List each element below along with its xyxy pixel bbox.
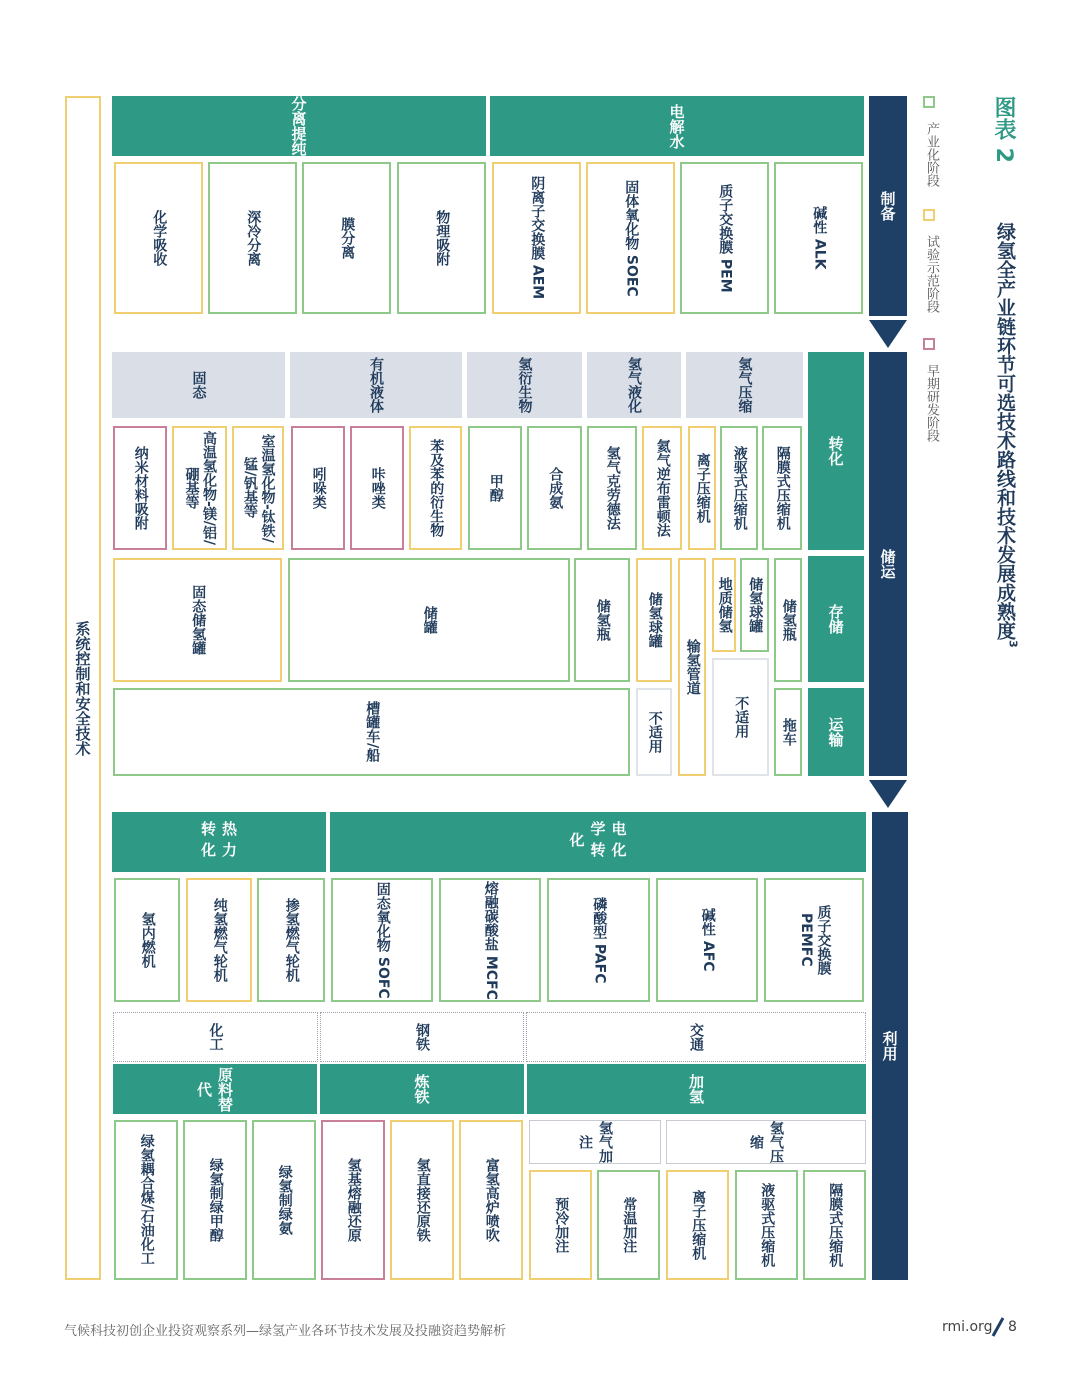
store-pipeline: 输氢管道 (678, 558, 706, 776)
sector-transport: 交通 (526, 1012, 866, 1062)
tech-physical-adsorption: 物理吸附 (397, 162, 486, 314)
legend-swatch-pilot (923, 209, 935, 221)
store-geological: 地质储氢 (712, 558, 736, 652)
legend-swatch-industrial (923, 96, 935, 108)
tech-cryogenic-separation: 深冷分离 (208, 162, 297, 314)
title-superscript: 3 (1006, 640, 1020, 648)
store-bottle-2: 储氢瓶 (574, 558, 630, 682)
tech-methanol: 甲醇 (468, 426, 522, 550)
tech-aem: 阴离子交换膜 AEM (492, 162, 581, 314)
sector-steel: 钢铁 (320, 1012, 524, 1062)
tech-pemfc: 质子交换膜 PEMFC (764, 878, 864, 1002)
page-number: 8 (1008, 1319, 1017, 1335)
tech-refuel-ionic: 离子压缩机 (666, 1170, 729, 1280)
tech-h2-smelting-reduction: 氢基熔融还原 (321, 1120, 385, 1280)
tech-diaphragm-compressor: 隔膜式压缩机 (762, 426, 802, 550)
feedstock-header: 原料替代 (113, 1064, 317, 1114)
legend-swatch-early (923, 338, 935, 350)
tech-h2-ice: 氢内燃机 (114, 878, 180, 1002)
tech-hydraulic-compressor: 液驱式压缩机 (720, 426, 758, 550)
thermal-header: 热力转化 (112, 812, 326, 872)
tech-pem: 质子交换膜 PEM (680, 162, 769, 314)
tech-chemical-absorption: 化学吸收 (114, 162, 203, 314)
refuel-form-liquid: 氢气加注 (529, 1120, 661, 1164)
form-liquefy: 氢气液化 (587, 352, 681, 418)
form-organic: 有机液体 (290, 352, 462, 418)
legend-label-pilot: 试验示范阶段 (924, 235, 939, 313)
tech-green-ammonia: 绿氢制绿氨 (252, 1120, 316, 1280)
store-solid-tank: 固态储氢罐 (113, 558, 282, 682)
tech-h2-blast-furnace: 富氢高炉喷吹 (459, 1120, 523, 1280)
tech-blended-gas-turbine: 掺氢燃气轮机 (257, 878, 325, 1002)
tech-alk: 碱性 ALK (774, 162, 863, 314)
arrow-down-icon (869, 780, 907, 810)
form-derivative: 氢衍生物 (467, 352, 582, 418)
tech-room-temp-hydride: 室温氢化物-钛铁/锰/钒基等 (232, 426, 284, 550)
tech-pafc: 磷酸型 PAFC (547, 878, 650, 1002)
form-compress: 氢气压缩 (686, 352, 803, 418)
tech-refuel-diaphragm: 隔膜式压缩机 (803, 1170, 866, 1280)
stage-production: 制备 (869, 96, 907, 316)
ironmaking-header: 炼铁 (320, 1064, 524, 1114)
footer-site: rmi.org (942, 1319, 993, 1335)
stage-storage-transport: 储运 (869, 352, 907, 776)
tech-carbazoles: 咔唑类 (350, 426, 404, 550)
transport-trailer: 拖车 (774, 688, 802, 776)
tech-ambient-fill: 常温加注 (597, 1170, 660, 1280)
tech-coal-petrochem-coupling: 绿氢耦合煤/石油化工 (114, 1120, 178, 1280)
footer-text: 气候科技初创企业投资观察系列—绿氢产业各环节技术发展及投融资趋势解析 (64, 1324, 507, 1339)
tech-green-methanol: 绿氢制绿甲醇 (183, 1120, 247, 1280)
tech-indoles: 吲哚类 (291, 426, 345, 550)
legend-label-industrial: 产业化阶段 (924, 122, 939, 187)
tech-sofc: 固态氧化物 SOFC (331, 878, 433, 1002)
tech-high-temp-hydride: 高温氢化物-镁/铝/硼基等 (172, 426, 227, 550)
tech-afc: 碱性 AFC (656, 878, 758, 1002)
separation-header: 分离提纯 (112, 96, 486, 156)
refuel-form-compress: 氢气压缩 (666, 1120, 866, 1164)
store-bottle: 储氢瓶 (774, 558, 802, 682)
store-sphere-2: 储氢球罐 (636, 558, 672, 682)
system-control-safety: 系统控制和安全技术 (65, 96, 101, 1280)
tech-ionic-compressor: 离子压缩机 (688, 426, 716, 550)
refuel-header: 加氢 (527, 1064, 866, 1114)
tech-benzene-derivatives: 苯及苯的衍生物 (409, 426, 462, 550)
tech-nano-adsorption: 纳米材料吸附 (113, 426, 167, 550)
tech-pure-h2-gas-turbine: 纯氢燃气轮机 (186, 878, 252, 1002)
figure-label: 图表 2 (991, 96, 1016, 163)
slash-icon (990, 1316, 1006, 1338)
transport-header: 运输 (808, 688, 864, 776)
tech-hydrogen-claude: 氢气克劳德法 (587, 426, 637, 550)
transport-na-1: 不适用 (712, 658, 769, 776)
arrow-down-icon (869, 320, 907, 350)
store-tank: 储罐 (288, 558, 570, 682)
store-sphere: 储氢球罐 (740, 558, 769, 652)
store-header: 存储 (808, 556, 864, 682)
sector-chemical: 化工 (113, 1012, 318, 1062)
figure-title-text: 绿氢全产业链环节可选技术路线和技术发展成熟度 (994, 222, 1016, 640)
tech-refuel-hydraulic: 液驱式压缩机 (735, 1170, 798, 1280)
tech-precool-fill: 预冷加注 (529, 1170, 592, 1280)
conversion-header: 转化 (808, 352, 864, 550)
stage-utilization: 利用 (872, 812, 908, 1280)
tech-helium-brayton: 氦气逆布雷顿法 (642, 426, 682, 550)
transport-tanker: 槽罐车/船 (113, 688, 630, 776)
tech-soec: 固体氧化物 SOEC (586, 162, 675, 314)
tech-mcfc: 熔融碳酸盐 MCFC (439, 878, 541, 1002)
tech-ammonia-synthesis: 合成氨 (527, 426, 582, 550)
tech-h2-direct-reduction: 氢直接还原铁 (390, 1120, 454, 1280)
tech-membrane-separation: 膜分离 (302, 162, 391, 314)
transport-na-2: 不适用 (636, 688, 672, 776)
legend-label-early: 早期研发阶段 (924, 364, 939, 442)
electrolysis-header: 电解水 (490, 96, 864, 156)
electrochem-header: 电化学转化 (330, 812, 866, 872)
form-solid: 固态 (112, 352, 285, 418)
figure-title (992, 222, 1019, 648)
